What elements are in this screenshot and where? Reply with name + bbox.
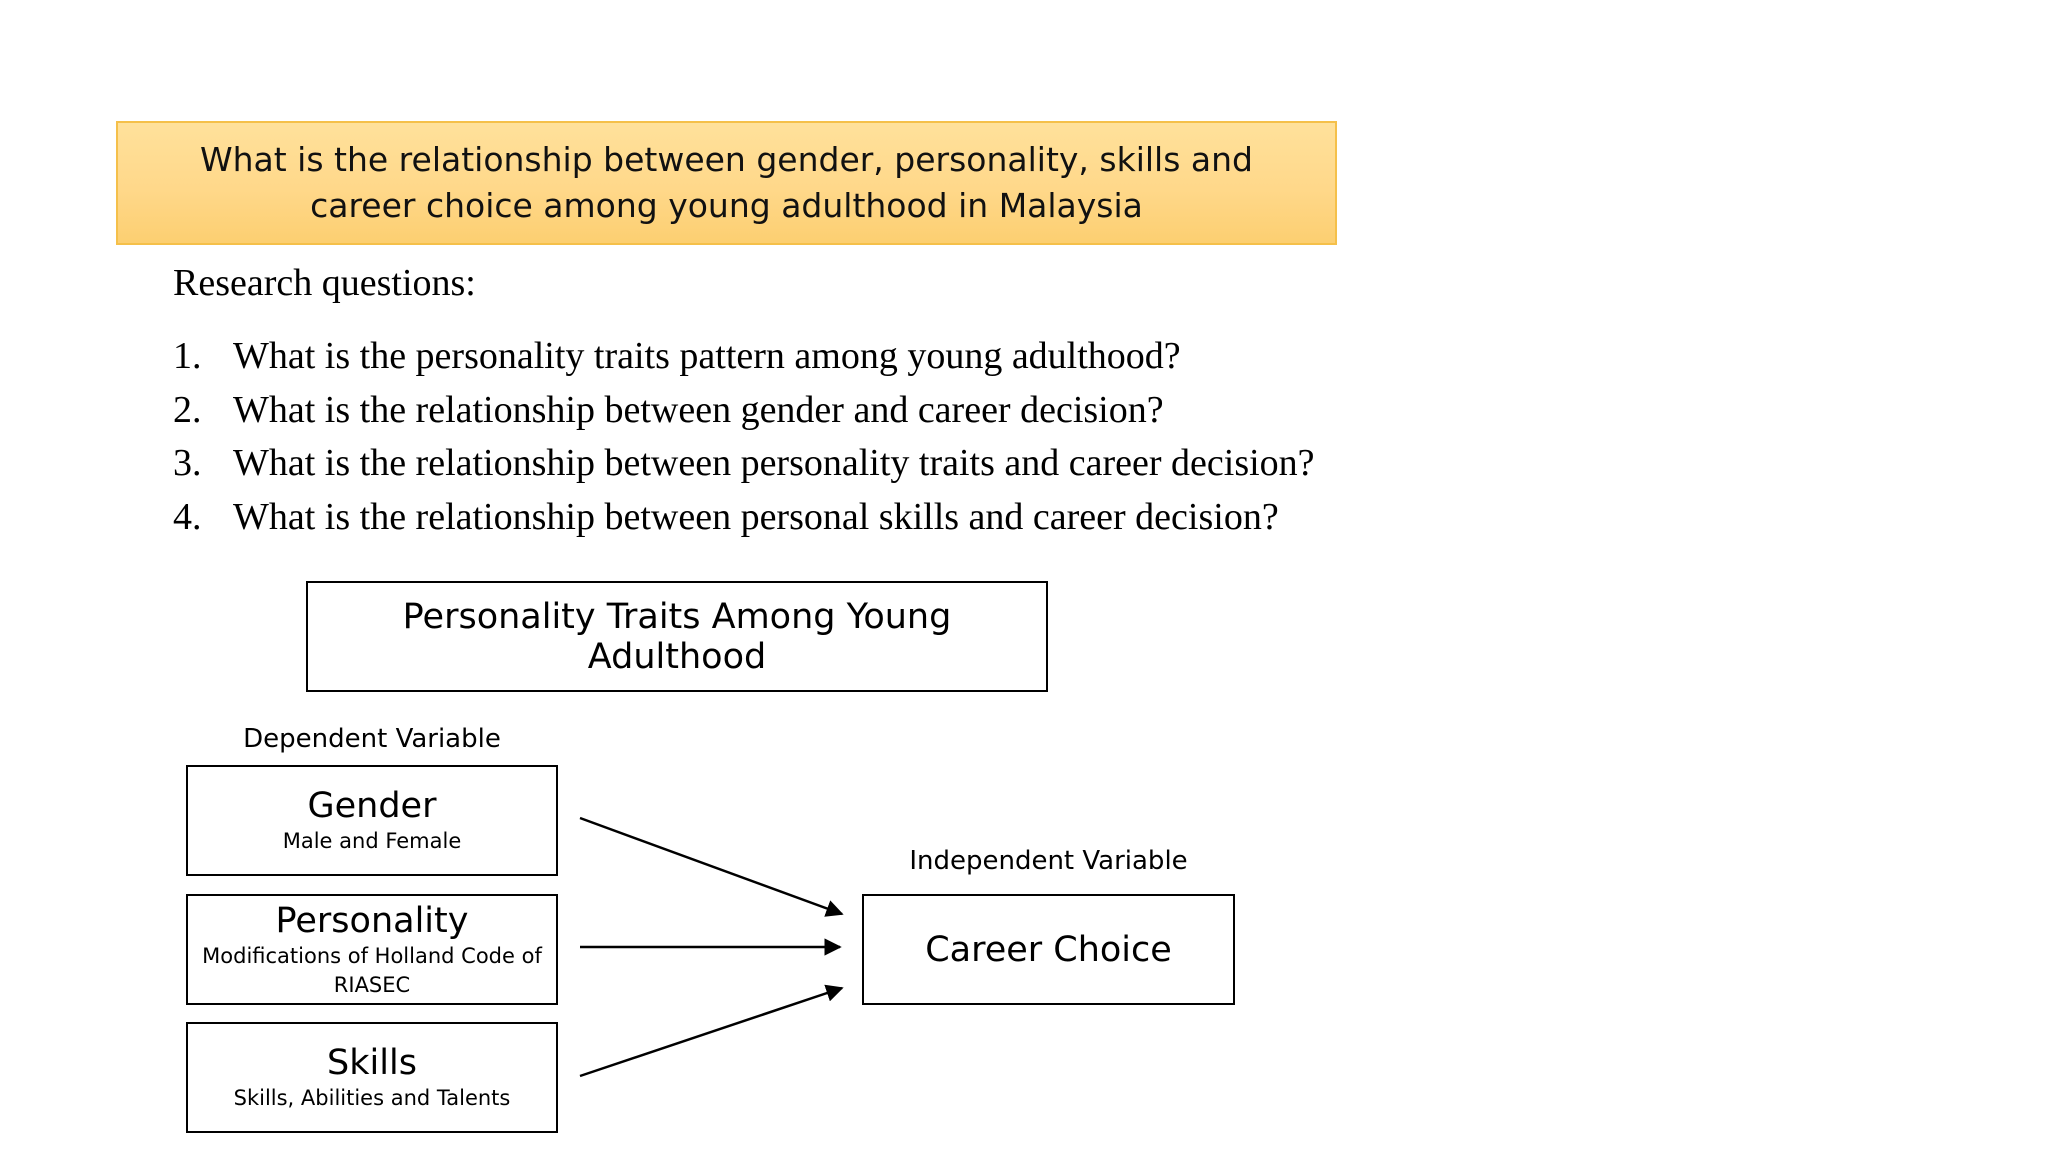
skills-to-career-arrow (580, 988, 842, 1076)
research-question-1 (173, 330, 1315, 384)
question-text: What is the relationship between personality traits and career decision? (233, 442, 1315, 484)
question-text: What is the personality traits pattern among young adulthood? (233, 335, 1181, 377)
gender-subtitle: Male and Female (282, 829, 462, 853)
personality-traits-box (306, 581, 1048, 692)
question-number: 4. (173, 495, 202, 538)
research-question-3 (173, 437, 1315, 491)
career-choice-box (862, 894, 1235, 1005)
career-choice-label: Career Choice (925, 929, 1172, 970)
research-question-4 (173, 491, 1315, 545)
skills-subtitle: Skills, Abilities and Talents (233, 1086, 511, 1110)
gender-to-career-arrow (580, 818, 842, 914)
gender-box (186, 765, 558, 876)
independent-variable-label: Independent Variable (909, 846, 1188, 876)
personality-title: Personality (275, 900, 469, 941)
personality-box (186, 894, 558, 1005)
research-questions-list (173, 330, 1315, 544)
banner-title: What is the relationship between gender, personality, skills and career choice among young adulthood in Malaysia (199, 140, 1253, 225)
question-text: What is the relationship between gender and career decision? (233, 388, 1164, 431)
question-banner (116, 121, 1337, 245)
gender-title: Gender (307, 786, 437, 826)
personality-subtitle: Modifications of Holland Code of RIASEC (202, 943, 542, 997)
skills-title: Skills (327, 1043, 417, 1083)
question-number: 3. (173, 442, 202, 484)
research-question-2 (173, 384, 1315, 438)
research-questions-heading: Research questions: (173, 262, 476, 304)
question-text: What is the relationship between personal skills and career decision? (233, 495, 1279, 538)
personality-traits-label: Personality Traits Among Young Adulthood (402, 596, 952, 677)
question-number: 2. (173, 388, 202, 431)
question-number: 1. (173, 335, 202, 377)
skills-box (186, 1022, 558, 1133)
dependent-variable-label: Dependent Variable (243, 724, 501, 754)
